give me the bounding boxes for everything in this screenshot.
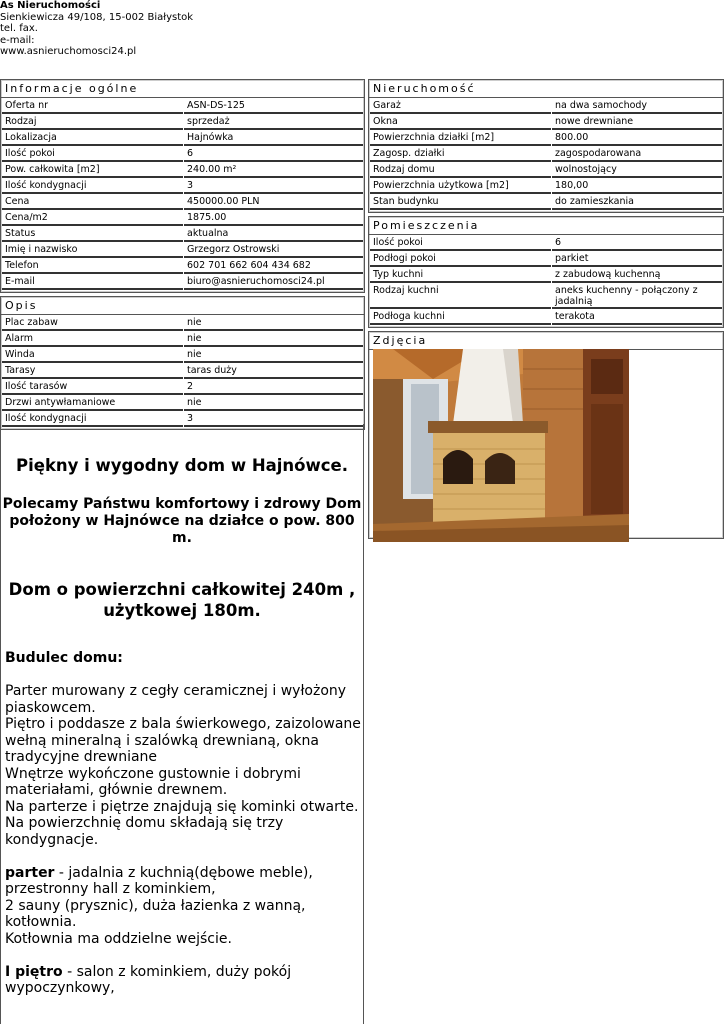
- row-label: Alarm: [2, 333, 183, 347]
- row-label: Cena: [2, 196, 183, 210]
- row-value: parkiet: [552, 253, 722, 267]
- table-row: [370, 237, 722, 251]
- table-row: [370, 253, 722, 267]
- row-value: Hajnówka: [184, 132, 363, 146]
- table-row: [370, 148, 722, 162]
- table-row: [370, 269, 722, 283]
- table-row: [2, 317, 363, 331]
- row-label: Powierzchnia działki [m2]: [370, 132, 551, 146]
- row-value: 450000.00 PLN: [184, 196, 363, 210]
- row-label: Rodzaj kuchni: [370, 285, 551, 309]
- row-value: do zamieszkania: [552, 196, 722, 210]
- table-row: [2, 333, 363, 347]
- row-value: zagospodarowana: [552, 148, 722, 162]
- table-row: [370, 285, 722, 309]
- description-heading: Piękny i wygodny dom w Hajnówce.: [16, 456, 348, 475]
- opis-title: Opis: [1, 297, 364, 315]
- parter-paragraph: [5, 865, 363, 898]
- description-sub-line2: położony w Hajnówce na działce o pow. 800 m.: [9, 513, 355, 546]
- row-label: Ilość kondygnacji: [2, 413, 183, 427]
- table-row: [2, 212, 363, 226]
- row-label: Podłoga kuchni: [370, 311, 551, 325]
- row-value: 240.00 m²: [184, 164, 363, 178]
- rooms-title: Pomieszczenia: [369, 217, 723, 235]
- row-label: Okna: [370, 116, 551, 130]
- row-label: Ilość pokoi: [2, 148, 183, 162]
- row-value: 6: [552, 237, 722, 251]
- row-value: 602 701 662 604 434 682: [184, 260, 363, 274]
- row-label: Telefon: [2, 260, 183, 274]
- row-label: Ilość pokoi: [370, 237, 551, 251]
- pietro-paragraph: [5, 964, 363, 997]
- row-label: Zagosp. działki: [370, 148, 551, 162]
- row-label: Rodzaj domu: [370, 164, 551, 178]
- row-value: 3: [184, 180, 363, 194]
- table-row: [2, 100, 363, 114]
- agency-name: As Nieruchomości: [0, 0, 101, 11]
- row-value: taras duży: [184, 365, 363, 379]
- description-sub-line1: Polecamy Państwu komfortowy i zdrowy Dom: [2, 496, 362, 512]
- description: [0, 424, 364, 1024]
- photos-title: Zdjęcia: [369, 332, 723, 350]
- pietro-label: I piętro: [5, 963, 63, 980]
- property-table: [369, 98, 723, 212]
- table-row: [2, 260, 363, 274]
- material-heading: Budulec domu:: [5, 650, 123, 666]
- row-value: 2: [184, 381, 363, 395]
- row-value: Grzegorz Ostrowski: [184, 244, 363, 258]
- pietro-text: - salon z kominkiem, duży pokój wypoczynkowy,: [5, 963, 292, 996]
- table-row: [2, 276, 363, 290]
- desc-line-0: Parter murowany z cegły ceramicznej i wyłożony piaskowcem.: [5, 683, 347, 716]
- property-title: Nieruchomość: [369, 80, 723, 98]
- row-label: Drzwi antywłamaniowe: [2, 397, 183, 411]
- row-value: na dwa samochody: [552, 100, 722, 114]
- left-column: [0, 79, 365, 433]
- table-row: [2, 397, 363, 411]
- table-row: [2, 244, 363, 258]
- row-label: Tarasy: [2, 365, 183, 379]
- row-value[interactable]: biuro@asnieruchomosci24.pl: [184, 276, 363, 290]
- row-label: E-mail: [2, 276, 183, 290]
- property-photo[interactable]: [373, 349, 629, 542]
- row-label: Status: [2, 228, 183, 242]
- agency-address: Sienkiewicza 49/108, 15-002 Białystok: [0, 11, 194, 23]
- table-row: [370, 196, 722, 210]
- row-value: 3: [184, 413, 363, 427]
- general-info-table: [1, 98, 364, 292]
- agency-phone: tel. fax.: [0, 23, 38, 34]
- table-row: [370, 132, 722, 146]
- row-value: 1875.00: [184, 212, 363, 226]
- row-label: Plac zabaw: [2, 317, 183, 331]
- rooms-table: [369, 235, 723, 327]
- opis-table: [1, 315, 364, 429]
- row-value: nie: [184, 397, 363, 411]
- table-row: [2, 196, 363, 210]
- table-row: [370, 180, 722, 194]
- table-row: [370, 100, 722, 114]
- rooms-section: [368, 216, 724, 328]
- table-row: [2, 164, 363, 178]
- row-value: 180,00: [552, 180, 722, 194]
- photos-section: [368, 331, 724, 539]
- row-label: Stan budynku: [370, 196, 551, 210]
- row-label: Pow. całkowita [m2]: [2, 164, 183, 178]
- table-row: [370, 116, 722, 130]
- row-label: Winda: [2, 349, 183, 363]
- row-value: 6: [184, 148, 363, 162]
- table-row: [2, 116, 363, 130]
- row-value: wolnostojący: [552, 164, 722, 178]
- agency-header: [0, 0, 193, 58]
- row-value: nie: [184, 349, 363, 363]
- row-label: Imię i nazwisko: [2, 244, 183, 258]
- table-row: [2, 381, 363, 395]
- row-value: sprzedaż: [184, 116, 363, 130]
- table-row: [2, 365, 363, 379]
- row-label: Cena/m2: [2, 212, 183, 226]
- description-subheading: [1, 496, 363, 547]
- row-value: ASN-DS-125: [184, 100, 363, 114]
- row-label: Ilość tarasów: [2, 381, 183, 395]
- parter-label: parter: [5, 864, 55, 881]
- desc-line-1: Piętro i poddasze z bala świerkowego, zaizolowane wełną mineralną i szalówką drewnianą, okna tradycyjne drewniane: [5, 716, 361, 765]
- row-label: Powierzchnia użytkowa [m2]: [370, 180, 551, 194]
- row-value: terakota: [552, 311, 722, 325]
- description-size: Dom o powierzchni całkowitej 240m , użytkowej 180m.: [8, 580, 356, 620]
- row-value: z zabudową kuchenną: [552, 269, 722, 283]
- table-row: [2, 180, 363, 194]
- general-info-title: Informacje ogólne: [1, 80, 364, 98]
- agency-email: e-mail:: [0, 34, 35, 46]
- row-value: nowe drewniane: [552, 116, 722, 130]
- table-row: [2, 132, 363, 146]
- row-value: 800.00: [552, 132, 722, 146]
- row-value: aneks kuchenny - połączony z jadalnią: [552, 285, 722, 309]
- row-value: aktualna: [184, 228, 363, 242]
- description-body: [5, 650, 363, 997]
- desc-line-3: Na parterze i piętrze znajdują się kominki otwarte.: [5, 798, 359, 815]
- opis-section: [0, 296, 365, 430]
- row-value: nie: [184, 317, 363, 331]
- table-row: [2, 228, 363, 242]
- row-value: nie: [184, 333, 363, 347]
- row-label: Lokalizacja: [2, 132, 183, 146]
- agency-website[interactable]: www.asnieruchomosci24.pl: [0, 46, 137, 57]
- desc-line-2: Wnętrze wykończone gustownie i dobrymi materiałami, głównie drewnem.: [5, 765, 301, 798]
- row-label: Rodzaj: [2, 116, 183, 130]
- row-label: Ilość kondygnacji: [2, 180, 183, 194]
- row-label: Podłogi pokoi: [370, 253, 551, 267]
- right-column: [368, 79, 724, 542]
- table-row: [2, 148, 363, 162]
- table-row: [370, 164, 722, 178]
- row-label: Garaż: [370, 100, 551, 114]
- property-section: [368, 79, 724, 213]
- general-info-section: [0, 79, 365, 293]
- parter-line3: Kotłownia ma oddzielne wejście.: [5, 930, 232, 947]
- table-row: [2, 349, 363, 363]
- parter-line2: 2 sauny (prysznic), duża łazienka z wanną, kotłownia.: [5, 897, 306, 930]
- desc-line-4: Na powierzchnię domu składają się trzy kondygnacje.: [5, 815, 284, 848]
- table-row: [370, 311, 722, 325]
- parter-text: - jadalnia z kuchnią(dębowe meble), przestronny hall z kominkiem,: [5, 864, 313, 897]
- row-label: Typ kuchni: [370, 269, 551, 283]
- row-label: Oferta nr: [2, 100, 183, 114]
